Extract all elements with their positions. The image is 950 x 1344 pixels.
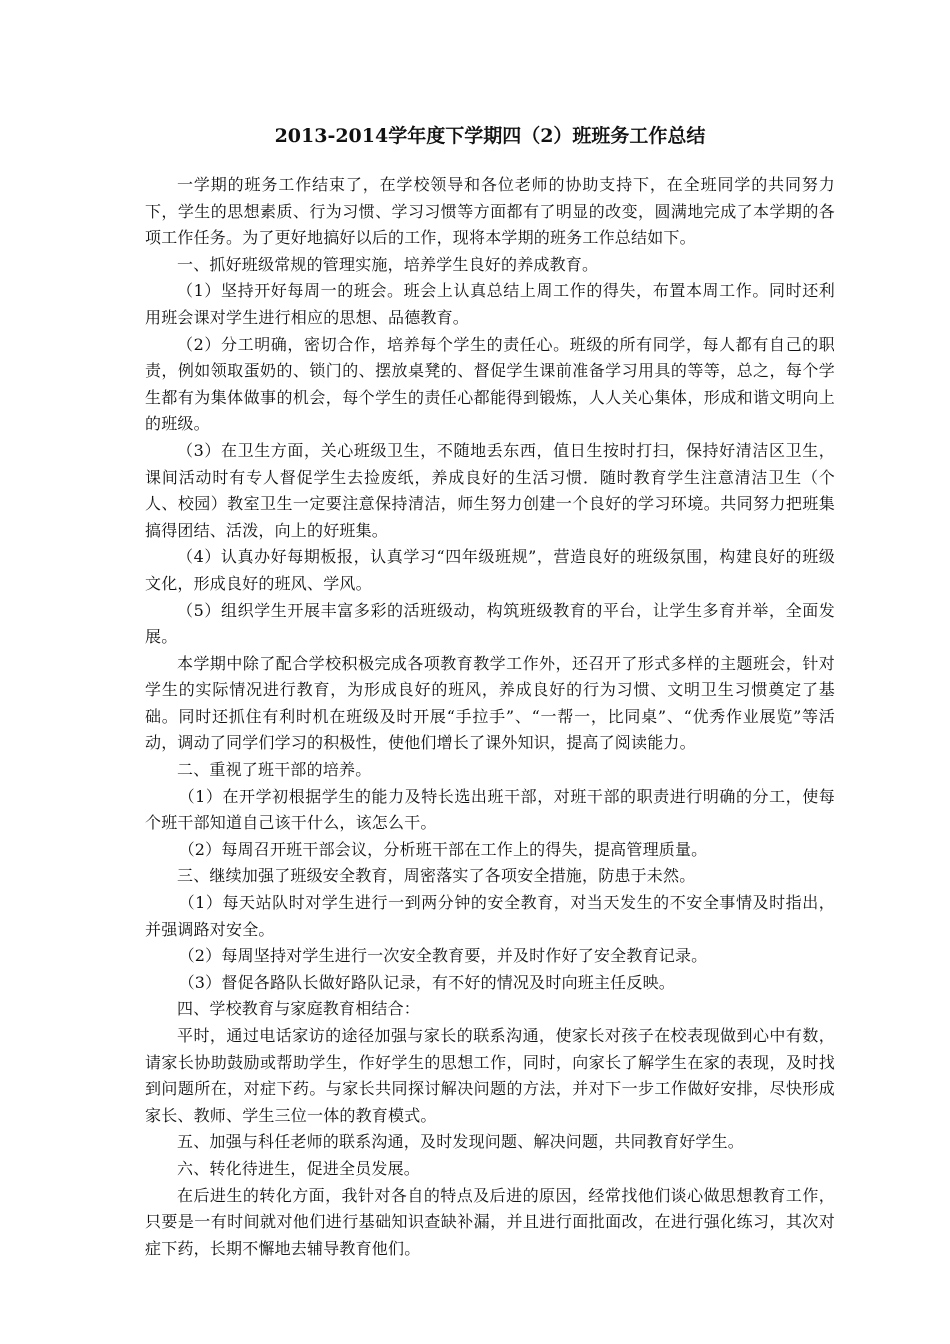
section-heading-2: 二、重视了班干部的培养。 bbox=[177, 760, 372, 780]
section-heading-4: 四、学校教育与家庭教育相结合： bbox=[177, 999, 421, 1019]
section-3-item-1: （1）每天站队时对学生进行一到两分钟的安全教育，对当天发生的不安全事情及时指出，并强调路对安全。 bbox=[145, 893, 835, 939]
section-1-item-1: （1）坚持开好每周一的班会。班会上认真总结上周工作的得失，布置本周工作。同时还利用班会课对学生进行相应的思想、品德教育。 bbox=[145, 281, 835, 327]
section-1-item-5: （5）组织学生开展丰富多彩的活班级动，构筑班级教育的平台，让学生多育并举，全面发展。 bbox=[145, 600, 835, 647]
section-1-summary: 本学期中除了配合学校积极完成各项教育教学工作外，还召开了形式多样的主题班会，针对学生的实际情况进行教育，为形成良好的班风，养成良好的行为习惯、文明卫生习惯奠定了基础。同时还抓住有利时机在班级及时开展“手拉手”、“一帮一，比同桌”、“优秀作业展览”等活动，调动了同学们学习的积极性，使他们增长了课外知识，提高了阅读能力。 bbox=[145, 653, 835, 753]
section-3-item-2: （2）每周坚持对学生进行一次安全教育要，并及时作好了安全教育记录。 bbox=[178, 946, 708, 966]
section-heading-3: 三、继续加强了班级安全教育，周密落实了各项安全措施，防患于未然。 bbox=[177, 866, 696, 886]
document-body bbox=[145, 172, 835, 1262]
section-2-item-1: （1）在开学初根据学生的能力及特长选出班干部，对班干部的职责进行明确的分工，使每个班干部知道自己该干什么，该怎么干。 bbox=[145, 786, 835, 833]
intro-paragraph: 一学期的班务工作结束了，在学校领导和各位老师的协助支持下，在全班同学的共同努力下，学生的思想素质、行为习惯、学习习惯等方面都有了明显的改变，圆满地完成了本学期的各项工作任务。为了更好地搞好以后的工作，现将本学期的班务工作总结如下。 bbox=[145, 175, 835, 248]
section-1-item-2: （2）分工明确，密切合作，培养每个学生的责任心。班级的所有同学，每人都有自己的职责，例如领取蛋奶的、锁门的、摆放桌凳的、督促学生课前准备学习用具的等等，总之，每个学生都有为集体做事的机会，每个学生的责任心都能得到锻炼，人人关心集体，形成和谐文明向上的班级。 bbox=[145, 334, 835, 434]
section-6-body: 在后进生的转化方面，我针对各自的特点及后进的原因，经常找他们谈心做思想教育工作，只要是一有时间就对他们进行基础知识查缺补漏，并且进行面批面改，在进行强化练习，其次对症下药，长期不懈地去辅导教育他们。 bbox=[145, 1185, 835, 1258]
section-3-item-3: （3）督促各路队长做好路队记录，有不好的情况及时向班主任反映。 bbox=[178, 972, 675, 992]
document-page bbox=[145, 122, 835, 1262]
section-heading-5: 五、加强与科任老师的联系沟通，及时发现问题、解决问题，共同教育好学生。 bbox=[177, 1132, 745, 1152]
section-heading-1: 一、抓好班级常规的管理实施，培养学生良好的养成教育。 bbox=[177, 254, 599, 274]
section-1-item-4: （4）认真办好每期板报，认真学习“四年级班规”，营造良好的班级氛围，构建良好的班级文化，形成良好的班风、学风。 bbox=[145, 547, 835, 593]
section-heading-6: 六、转化待进生，促进全员发展。 bbox=[177, 1158, 421, 1178]
section-1-item-3: （3）在卫生方面，关心班级卫生，不随地丢东西，值日生按时打扫，保持好清洁区卫生，课间活动时有专人督促学生去捡废纸，养成良好的生活习惯．随时教育学生注意清洁卫生（个人、校园）教室卫生一定要注意保持清洁，师生努力创建一个良好的学习环境。共同努力把班集搞得团结、活泼，向上的好班集。 bbox=[145, 440, 835, 540]
section-2-item-2: （2）每周召开班干部会议，分析班干部在工作上的得失，提高管理质量。 bbox=[178, 839, 708, 859]
section-4-body: 平时，通过电话家访的途径加强与家长的联系沟通，使家长对孩子在校表现做到心中有数，请家长协助鼓励或帮助学生，作好学生的思想工作，同时，向家长了解学生在家的表现，及时找到问题所在，对症下药。与家长共同探讨解决问题的方法，并对下一步工作做好安排，尽快形成家长、教师、学生三位一体的教育模式。 bbox=[145, 1026, 835, 1125]
document-title: 2013-2014学年度下学期四（2）班班务工作总结 bbox=[274, 125, 706, 147]
